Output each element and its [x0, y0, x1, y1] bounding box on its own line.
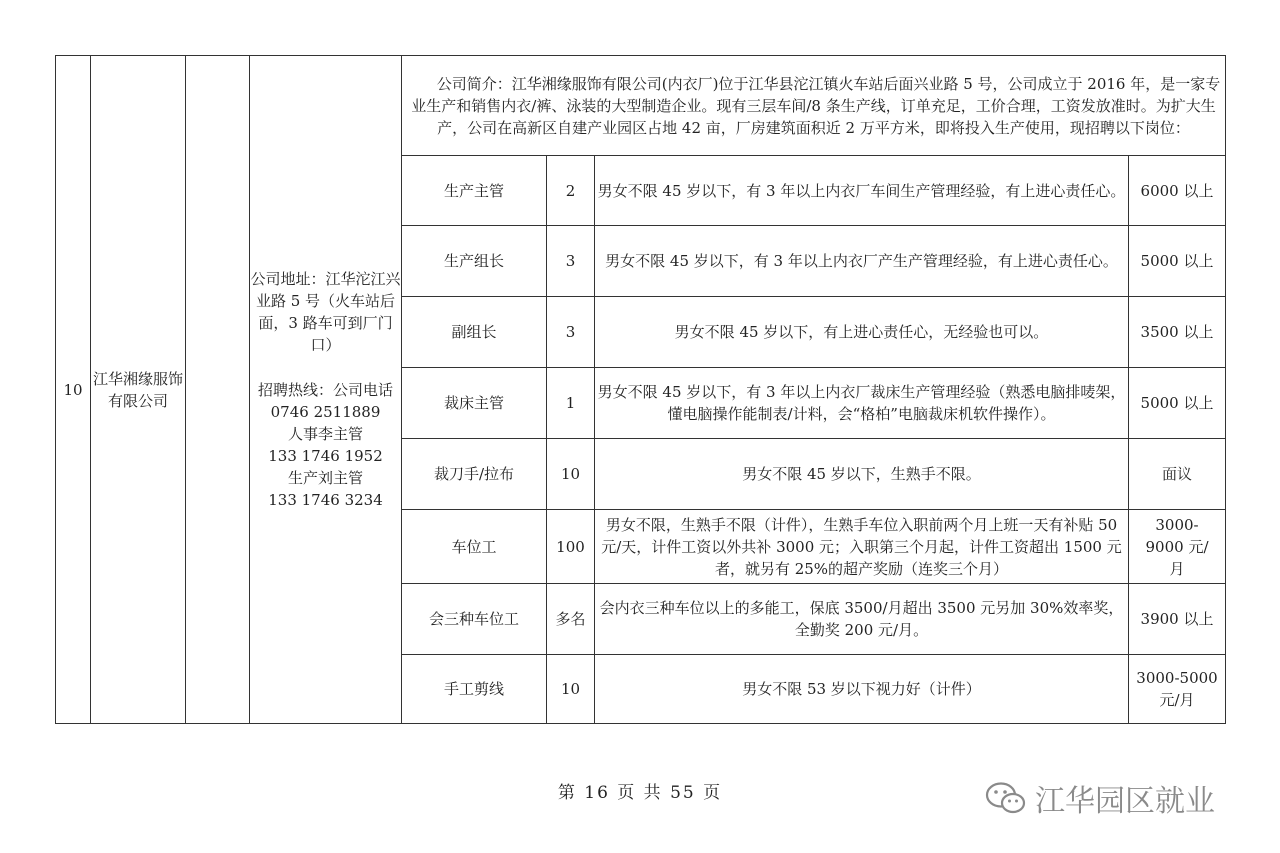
position-count: 10	[547, 655, 595, 724]
position-requirements: 男女不限 45 岁以下，有 3 年以上内衣厂车间生产管理经验，有上进心责任心。	[595, 156, 1129, 226]
position-count: 10	[547, 439, 595, 510]
contact-name: 人事李主管	[287, 425, 363, 443]
position-pay: 3000-9000 元/月	[1129, 510, 1226, 584]
wechat-icon	[985, 781, 1027, 815]
position-pay: 面议	[1129, 439, 1226, 510]
position-count: 1	[547, 368, 595, 439]
position-title: 生产主管	[402, 156, 547, 226]
contact-phone: 133 1746 1952	[268, 447, 383, 465]
position-requirements: 男女不限，生熟手不限（计件），生熟手车位入职前两个月上班一天有补贴 50 元/天，计件工资以外共补 3000 元；入职第三个月起，计件工资超出 1500 元者，就另有 25%的超产奖励（连奖三个月）	[595, 510, 1129, 584]
company-name: 江华湘缘服饰有限公司	[91, 56, 186, 724]
position-title: 会三种车位工	[402, 584, 547, 655]
position-title: 生产组长	[402, 226, 547, 297]
recruit-hotline: 招聘热线：公司电话 0746 2511889	[257, 381, 393, 421]
watermark-text: 江华园区就业	[1035, 784, 1215, 819]
company-address: 公司地址：江华沱江兴业路 5 号（火车站后面，3 路车可到厂门口）	[250, 270, 401, 354]
position-title: 裁床主管	[402, 368, 547, 439]
position-title: 手工剪线	[402, 655, 547, 724]
row-index: 10	[56, 56, 91, 724]
company-intro: 公司简介：江华湘缘服饰有限公司(内衣厂)位于江华县沱江镇火车站后面兴业路 5 号，公司成立于 2016 年，是一家专业生产和销售内衣/裤、泳装的大型制造企业。现有三层车间/8 条生产线，订单充足，工价合理，工资发放准时。为扩大生产，公司在高新区自建产业园区占地 42 亩，厂房建筑面积近 2 万平方米，即将投入生产使用，现招聘以下岗位：	[402, 56, 1226, 156]
position-requirements: 男女不限 45 岁以下，生熟手不限。	[595, 439, 1129, 510]
position-count: 2	[547, 156, 595, 226]
contact-phone: 133 1746 3234	[268, 491, 383, 509]
job-table	[55, 55, 1226, 724]
page-number: 第 16 页 共 55 页	[557, 783, 723, 803]
position-pay: 3000-5000 元/月	[1129, 655, 1226, 724]
position-pay: 5000 以上	[1129, 368, 1226, 439]
position-requirements: 男女不限 45 岁以下，有 3 年以上内衣厂产生产管理经验，有上进心责任心。	[595, 226, 1129, 297]
position-title: 副组长	[402, 297, 547, 368]
position-pay: 6000 以上	[1129, 156, 1226, 226]
position-title: 车位工	[402, 510, 547, 584]
position-count: 100	[547, 510, 595, 584]
position-title: 裁刀手/拉布	[402, 439, 547, 510]
position-count: 多名	[547, 584, 595, 655]
company-contact	[250, 56, 402, 724]
position-count: 3	[547, 226, 595, 297]
position-requirements: 男女不限 45 岁以下，有 3 年以上内衣厂裁床生产管理经验（熟悉电脑排唛架，懂电脑操作能制表/计料，会“格柏”电脑裁床机软件操作）。	[595, 368, 1129, 439]
watermark	[985, 778, 1215, 818]
table-row	[56, 56, 1226, 156]
position-requirements: 男女不限 45 岁以下，有上进心责任心，无经验也可以。	[595, 297, 1129, 368]
position-pay: 3500 以上	[1129, 297, 1226, 368]
position-pay: 3900 以上	[1129, 584, 1226, 655]
position-pay: 5000 以上	[1129, 226, 1226, 297]
position-requirements: 男女不限 53 岁以下视力好（计件）	[595, 655, 1129, 724]
position-count: 3	[547, 297, 595, 368]
position-requirements: 会内衣三种车位以上的多能工，保底 3500/月超出 3500 元另加 30%效率奖，全勤奖 200 元/月。	[595, 584, 1129, 655]
empty-cell	[186, 56, 250, 724]
contact-name: 生产刘主管	[287, 469, 363, 487]
